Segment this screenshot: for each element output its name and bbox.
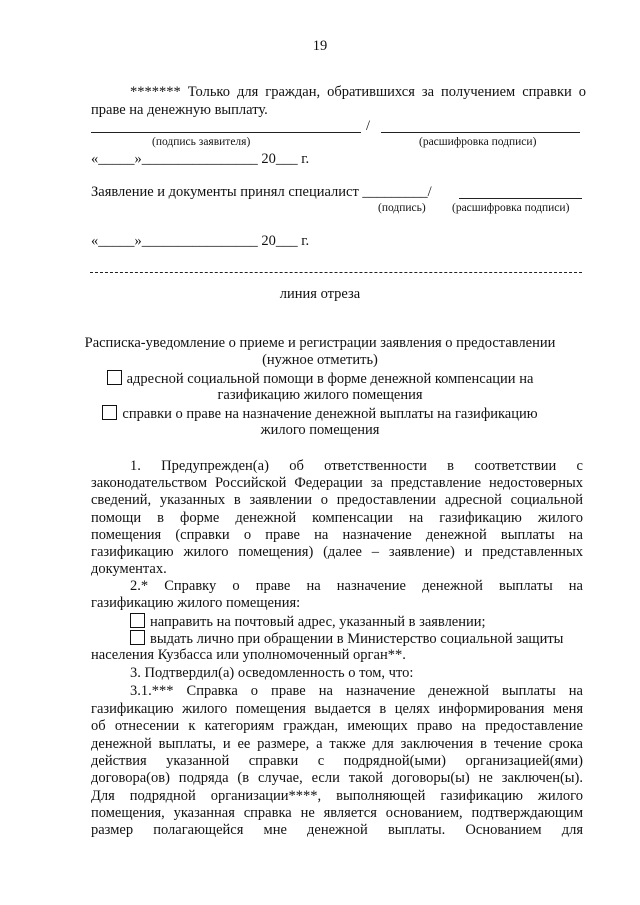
specialist-decode-caption: (расшифровка подписи)	[452, 202, 570, 214]
item-1-line-6: газификацию жилого помещения) (далее – заявление) и представленных	[91, 544, 583, 560]
checkbox-certificate[interactable]	[102, 405, 117, 420]
item-3-1-line-6: договора(ов) подряда (в случае, если такой договоры(ы) не заключен(ы).	[91, 770, 583, 786]
checkbox-social-aid[interactable]	[107, 370, 122, 385]
receipt-option-1-cont: газификацию жилого помещения	[217, 387, 423, 403]
receipt-option-1	[0, 370, 640, 388]
item-3-1-line-7: Для подрядной организации****, выполняющей газификацию жилого	[91, 788, 583, 804]
item-1-line-2: законодательством Российской Федерации за представление недостоверных	[91, 475, 583, 491]
item-2-line-2: газификацию жилого помещения:	[91, 595, 301, 611]
note-line-2: праве на денежную выплату.	[91, 102, 268, 118]
applicant-decode-caption: (расшифровка подписи)	[419, 136, 537, 148]
item-3-1-line-5: действия указанной справки с подрядной(ыми) организацией(ями)	[91, 753, 583, 769]
item-1-line-7: документах.	[91, 561, 167, 577]
item-1-line-1: 1. Предупрежден(а) об ответственности в соответствии с	[130, 458, 583, 474]
applicant-decode-line[interactable]	[381, 132, 580, 133]
receipt-option-2	[0, 405, 640, 423]
checkbox-personal-pickup[interactable]	[130, 630, 145, 645]
receipt-option-2-cont: жилого помещения	[260, 422, 380, 438]
receipt-title: Расписка-уведомление о приеме и регистрации заявления о предоставлении	[84, 335, 556, 351]
applicant-signature-caption: (подпись заявителя)	[152, 136, 251, 148]
item-1-line-5: помещения (справки о праве на назначение денежной выплаты на	[91, 527, 583, 543]
item-2-option-1-text: направить на почтовый адрес, указанный в заявлении;	[150, 614, 486, 630]
item-2-option-2	[130, 630, 563, 648]
receipt-option-1-text: адресной социальной помощи в форме денежной компенсации на	[126, 371, 534, 387]
item-3-1-line-4: денежной выплаты, и ее размере, а также для заключения в течение срока	[91, 736, 583, 752]
receipt-title-note: (нужное отметить)	[262, 352, 378, 368]
item-2-option-1	[130, 613, 486, 631]
item-1-line-4: помощи в форме денежной компенсации на газификацию жилого	[91, 510, 583, 526]
receipt-option-2-text: справки о праве на назначение денежной выплаты на газификацию	[122, 406, 538, 422]
item-3-1-line-8: помещения, указанная справка не является основанием, подтверждающим	[91, 805, 583, 821]
received-by-specialist: Заявление и документы принял специалист _________/	[91, 184, 432, 200]
cut-line-label: линия отреза	[279, 286, 361, 302]
applicant-signature-line[interactable]	[91, 132, 361, 133]
specialist-decode-line[interactable]	[459, 198, 582, 199]
date-field-2[interactable]: «_____»________________ 20___ г.	[91, 233, 310, 249]
item-3-1-line-9: размер полагающейся мне денежной выплаты. Основанием для	[91, 822, 583, 838]
signature-slash: /	[366, 118, 371, 134]
item-2-line-1: 2.* Справку о праве на назначение денежной выплаты на	[130, 578, 583, 594]
page-number: 19	[312, 38, 328, 54]
item-3-1-line-3: об отнесении к категориям граждан, имеющих право на предоставление	[91, 718, 583, 734]
cut-line	[90, 272, 582, 273]
item-1-line-3: сведений, указанных в заявлении о предоставлении адресной социальной	[91, 492, 583, 508]
specialist-signature-caption: (подпись)	[378, 202, 426, 214]
item-3-line-1: 3. Подтвердил(а) осведомленность о том, что:	[130, 665, 414, 681]
date-field-1[interactable]: «_____»________________ 20___ г.	[91, 151, 310, 167]
item-2-option-2-cont: населения Кузбасса или уполномоченный орган**.	[91, 647, 406, 663]
item-3-1-line-1: 3.1.*** Справка о праве на назначение денежной выплаты на	[130, 683, 583, 699]
note-line-1: ******* Только для граждан, обратившихся за получением справки о	[130, 84, 586, 100]
item-2-option-2-text: выдать лично при обращении в Министерство социальной защиты	[150, 631, 564, 647]
checkbox-mail-delivery[interactable]	[130, 613, 145, 628]
item-3-1-line-2: газификацию жилого помещения выдается в целях информирования меня	[91, 701, 583, 717]
